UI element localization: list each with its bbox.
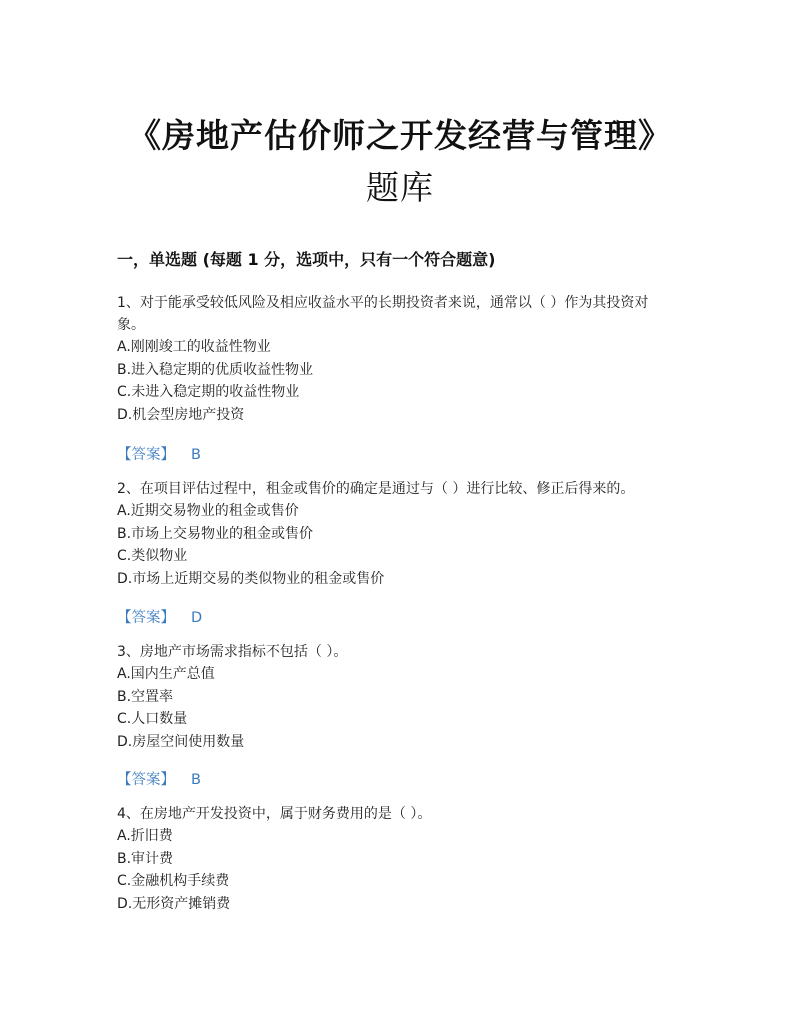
question-4-option-d: D.无形资产摊销费: [117, 895, 231, 912]
question-3-option-b: B.空置率: [117, 688, 174, 705]
answer-label: 【答案】: [117, 772, 175, 788]
question-2-option-d: D.市场上近期交易的类似物业的租金或售价: [117, 570, 385, 587]
question-2-text: 2、在项目评估过程中，租金或售价的确定是通过与（ ）进行比较、修正后得来的。: [117, 481, 635, 497]
question-2-option-a: A.近期交易物业的租金或售价: [117, 503, 299, 519]
question-4: [117, 803, 687, 915]
question-2-option-c: C.类似物业: [117, 548, 188, 564]
question-1-answer: [117, 443, 201, 464]
question-4-option-c: C.金融机构手续费: [117, 873, 230, 889]
question-1-option-a: A.刚刚竣工的收益性物业: [117, 339, 271, 355]
question-2-answer: [117, 606, 202, 627]
question-1: [117, 292, 687, 426]
question-3-option-d: D.房屋空间使用数量: [117, 733, 245, 750]
question-1-option-d: D.机会型房地产投资: [117, 406, 245, 423]
question-4-option-a: A.折旧费: [117, 828, 173, 844]
question-3-option-c: C.人口数量: [117, 711, 188, 727]
question-4-text: 4、在房地产开发投资中，属于财务费用的是（ ）。: [117, 806, 432, 822]
question-1-text: 1、对于能承受较低风险及相应收益水平的长期投资者来说，通常以（ ）作为其投资对: [117, 295, 649, 311]
question-3-answer: [117, 768, 201, 789]
answer-label: 【答案】: [117, 447, 175, 463]
answer-label: 【答案】: [117, 610, 175, 626]
question-1-option-c: C.未进入稳定期的收益性物业: [117, 384, 300, 400]
question-3: [117, 641, 687, 753]
answer-value: B: [191, 772, 201, 788]
document-subtitle: 题库: [366, 168, 434, 207]
document-title: 《房地产估价师之开发经营与管理》: [128, 116, 672, 155]
answer-value: D: [191, 610, 203, 626]
section-heading: 一，单选题 (每题 1 分，选项中，只有一个符合题意): [117, 250, 496, 269]
question-1-option-b: B.进入稳定期的优质收益性物业: [117, 361, 314, 378]
question-4-option-b: B.审计费: [117, 850, 174, 867]
question-3-option-a: A.国内生产总值: [117, 666, 215, 682]
question-3-text: 3、房地产市场需求指标不包括（ ）。: [117, 644, 348, 660]
question-2-option-b: B.市场上交易物业的租金或售价: [117, 525, 314, 542]
question-1-text-cont: 象。: [117, 317, 145, 333]
answer-value: B: [191, 447, 201, 463]
question-2: [117, 478, 717, 590]
